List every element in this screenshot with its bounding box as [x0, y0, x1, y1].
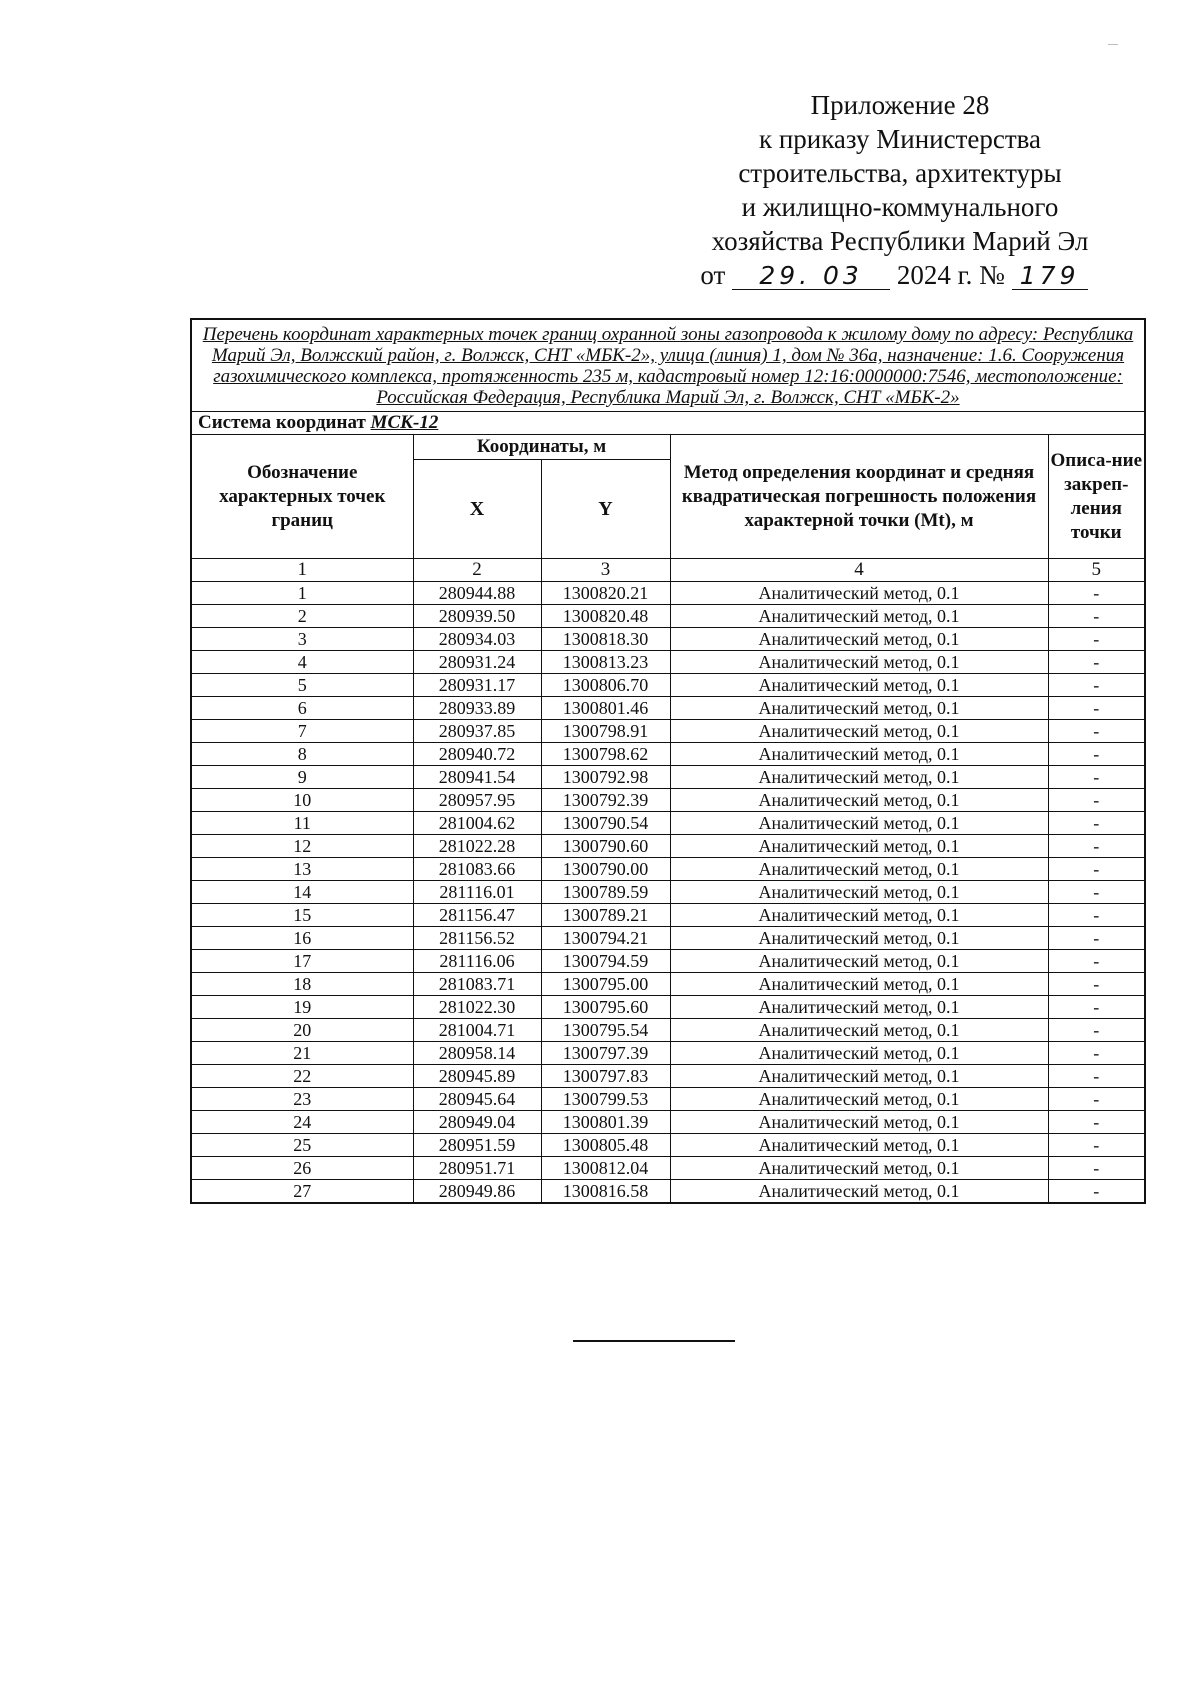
method-cell: Аналитический метод, 0.1 — [670, 812, 1048, 835]
col-header-x: X — [413, 460, 541, 559]
col-header-y: Y — [541, 460, 670, 559]
table-row — [191, 950, 1145, 973]
handwritten-date: 29. 03 — [732, 263, 890, 290]
description-cell: - — [1048, 835, 1145, 858]
description-cell: - — [1048, 1065, 1145, 1088]
method-cell: Аналитический метод, 0.1 — [670, 1134, 1048, 1157]
method-cell: Аналитический метод, 0.1 — [670, 1111, 1048, 1134]
point-cell: 16 — [191, 927, 413, 950]
description-cell: - — [1048, 881, 1145, 904]
method-cell: Аналитический метод, 0.1 — [670, 605, 1048, 628]
table-row — [191, 766, 1145, 789]
order-reference-line: к приказу Министерства — [758, 124, 1042, 154]
table-row — [191, 835, 1145, 858]
y-coordinate-cell: 1300820.48 — [541, 605, 670, 628]
description-cell: - — [1048, 812, 1145, 835]
point-cell: 1 — [191, 582, 413, 605]
table-row — [191, 605, 1145, 628]
point-cell: 23 — [191, 1088, 413, 1111]
system-row — [191, 412, 1145, 435]
table-row — [191, 1042, 1145, 1065]
method-cell: Аналитический метод, 0.1 — [670, 743, 1048, 766]
y-coordinate-cell: 1300805.48 — [541, 1134, 670, 1157]
method-cell: Аналитический метод, 0.1 — [670, 789, 1048, 812]
table-row — [191, 1180, 1145, 1204]
method-cell: Аналитический метод, 0.1 — [670, 1019, 1048, 1042]
y-coordinate-cell: 1300806.70 — [541, 674, 670, 697]
ministry-line-2: и жилищно-коммунального — [741, 192, 1059, 222]
method-cell: Аналитический метод, 0.1 — [670, 697, 1048, 720]
x-coordinate-cell: 281022.28 — [413, 835, 541, 858]
description-cell: - — [1048, 1042, 1145, 1065]
point-cell: 9 — [191, 766, 413, 789]
method-cell: Аналитический метод, 0.1 — [670, 1157, 1048, 1180]
ministry-line-3: хозяйства Республики Марий Эл — [711, 226, 1089, 256]
point-cell: 26 — [191, 1157, 413, 1180]
point-cell: 13 — [191, 858, 413, 881]
table-row — [191, 651, 1145, 674]
description-cell: - — [1048, 1019, 1145, 1042]
x-coordinate-cell: 280945.64 — [413, 1088, 541, 1111]
point-cell: 7 — [191, 720, 413, 743]
table-row — [191, 1065, 1145, 1088]
column-number-row — [191, 559, 1145, 582]
method-cell: Аналитический метод, 0.1 — [670, 1065, 1048, 1088]
y-coordinate-cell: 1300818.30 — [541, 628, 670, 651]
method-cell: Аналитический метод, 0.1 — [670, 927, 1048, 950]
y-coordinate-cell: 1300794.21 — [541, 927, 670, 950]
description-cell: - — [1048, 1134, 1145, 1157]
y-coordinate-cell: 1300801.46 — [541, 697, 670, 720]
col-header-method: Метод определения координат и средняя квадратическая погрешность положения характерной точки (Mt), м — [670, 435, 1048, 559]
description-cell: - — [1048, 996, 1145, 1019]
y-coordinate-cell: 1300795.54 — [541, 1019, 670, 1042]
x-coordinate-cell: 281156.52 — [413, 927, 541, 950]
x-coordinate-cell: 280949.86 — [413, 1180, 541, 1204]
y-coordinate-cell: 1300816.58 — [541, 1180, 670, 1204]
method-cell: Аналитический метод, 0.1 — [670, 858, 1048, 881]
table-row — [191, 1111, 1145, 1134]
y-coordinate-cell: 1300792.39 — [541, 789, 670, 812]
description-cell: - — [1048, 628, 1145, 651]
point-cell: 3 — [191, 628, 413, 651]
method-cell: Аналитический метод, 0.1 — [670, 835, 1048, 858]
point-cell: 19 — [191, 996, 413, 1019]
method-cell: Аналитический метод, 0.1 — [670, 881, 1048, 904]
y-coordinate-cell: 1300789.59 — [541, 881, 670, 904]
method-cell: Аналитический метод, 0.1 — [670, 628, 1048, 651]
point-cell: 18 — [191, 973, 413, 996]
method-cell: Аналитический метод, 0.1 — [670, 904, 1048, 927]
y-coordinate-cell: 1300794.59 — [541, 950, 670, 973]
table-row — [191, 904, 1145, 927]
description-cell: - — [1048, 904, 1145, 927]
appendix-header — [660, 88, 1140, 292]
table-row — [191, 1157, 1145, 1180]
description-cell: - — [1048, 858, 1145, 881]
point-cell: 17 — [191, 950, 413, 973]
point-cell: 10 — [191, 789, 413, 812]
x-coordinate-cell: 281022.30 — [413, 996, 541, 1019]
x-coordinate-cell: 280949.04 — [413, 1111, 541, 1134]
point-cell: 25 — [191, 1134, 413, 1157]
table-row — [191, 628, 1145, 651]
y-coordinate-cell: 1300801.39 — [541, 1111, 670, 1134]
x-coordinate-cell: 281116.06 — [413, 950, 541, 973]
y-coordinate-cell: 1300790.54 — [541, 812, 670, 835]
y-coordinate-cell: 1300798.62 — [541, 743, 670, 766]
col-header-point: Обозначение характерных точек границ — [191, 435, 413, 559]
table-row — [191, 996, 1145, 1019]
y-coordinate-cell: 1300795.60 — [541, 996, 670, 1019]
point-cell: 6 — [191, 697, 413, 720]
x-coordinate-cell: 280945.89 — [413, 1065, 541, 1088]
coordinate-system-label: Система координат — [198, 412, 366, 433]
col-header-description: Описа-ние закреп-ления точки — [1048, 435, 1145, 559]
point-cell: 11 — [191, 812, 413, 835]
y-coordinate-cell: 1300790.60 — [541, 835, 670, 858]
table-row — [191, 789, 1145, 812]
table-row — [191, 927, 1145, 950]
appendix-title: Приложение 28 — [810, 90, 990, 120]
description-cell: - — [1048, 743, 1145, 766]
table-row — [191, 1088, 1145, 1111]
point-cell: 2 — [191, 605, 413, 628]
description-cell: - — [1048, 720, 1145, 743]
method-cell: Аналитический метод, 0.1 — [670, 766, 1048, 789]
x-coordinate-cell: 280933.89 — [413, 697, 541, 720]
x-coordinate-cell: 281156.47 — [413, 904, 541, 927]
y-coordinate-cell: 1300797.39 — [541, 1042, 670, 1065]
y-coordinate-cell: 1300813.23 — [541, 651, 670, 674]
point-cell: 8 — [191, 743, 413, 766]
table-row — [191, 858, 1145, 881]
table-row — [191, 1019, 1145, 1042]
x-coordinate-cell: 280941.54 — [413, 766, 541, 789]
table-row — [191, 697, 1145, 720]
column-number: 5 — [1048, 559, 1145, 582]
method-cell: Аналитический метод, 0.1 — [670, 1042, 1048, 1065]
table-row — [191, 674, 1145, 697]
description-cell: - — [1048, 651, 1145, 674]
x-coordinate-cell: 281116.01 — [413, 881, 541, 904]
table-row — [191, 812, 1145, 835]
table-row — [191, 1134, 1145, 1157]
y-coordinate-cell: 1300792.98 — [541, 766, 670, 789]
order-date-line — [654, 258, 1134, 292]
x-coordinate-cell: 280951.59 — [413, 1134, 541, 1157]
y-coordinate-cell: 1300795.00 — [541, 973, 670, 996]
description-cell: - — [1048, 1111, 1145, 1134]
x-coordinate-cell: 280958.14 — [413, 1042, 541, 1065]
order-year-number-label: 2024 г. № — [896, 260, 1005, 290]
point-cell: 20 — [191, 1019, 413, 1042]
end-of-document-rule — [573, 1340, 735, 1342]
y-coordinate-cell: 1300812.04 — [541, 1157, 670, 1180]
coordinate-system — [191, 412, 1145, 435]
x-coordinate-cell: 280931.24 — [413, 651, 541, 674]
y-coordinate-cell: 1300790.00 — [541, 858, 670, 881]
y-coordinate-cell: 1300789.21 — [541, 904, 670, 927]
description-cell: - — [1048, 1157, 1145, 1180]
column-number: 3 — [541, 559, 670, 582]
description-cell: - — [1048, 973, 1145, 996]
caption-row — [191, 319, 1145, 412]
table-row — [191, 881, 1145, 904]
x-coordinate-cell: 280944.88 — [413, 582, 541, 605]
method-cell: Аналитический метод, 0.1 — [670, 1180, 1048, 1204]
point-cell: 15 — [191, 904, 413, 927]
y-coordinate-cell: 1300820.21 — [541, 582, 670, 605]
col-header-coords: Координаты, м — [413, 435, 670, 460]
table-caption: Перечень координат характерных точек границ охранной зоны газопровода к жилому дому по адресу: Республика Марий Эл, Волжский район, г. Волжск, СНТ «МБК-2», улица (линия) 1, дом № 36а, назначение: 1.6. Сооружения газохимического комплекса, протяженность 235 м, кадастровый номер 12:16:0000000:7546, местоположение: Российская Федерация, Республика Марий Эл, г. Волжск, СНТ «МБК-2» — [191, 319, 1145, 412]
method-cell: Аналитический метод, 0.1 — [670, 1088, 1048, 1111]
scan-mark — [1108, 44, 1118, 45]
coordinate-system-name: МСК-12 — [370, 412, 439, 433]
point-cell: 27 — [191, 1180, 413, 1204]
method-cell: Аналитический метод, 0.1 — [670, 720, 1048, 743]
x-coordinate-cell: 280939.50 — [413, 605, 541, 628]
y-coordinate-cell: 1300799.53 — [541, 1088, 670, 1111]
description-cell: - — [1048, 789, 1145, 812]
x-coordinate-cell: 280957.95 — [413, 789, 541, 812]
table-row — [191, 720, 1145, 743]
description-cell: - — [1048, 674, 1145, 697]
description-cell: - — [1048, 1180, 1145, 1204]
ministry-line-1: строительства, архитектуры — [738, 158, 1062, 188]
table-row — [191, 582, 1145, 605]
x-coordinate-cell: 281083.71 — [413, 973, 541, 996]
method-cell: Аналитический метод, 0.1 — [670, 973, 1048, 996]
point-cell: 12 — [191, 835, 413, 858]
y-coordinate-cell: 1300797.83 — [541, 1065, 670, 1088]
method-cell: Аналитический метод, 0.1 — [670, 996, 1048, 1019]
column-number: 2 — [413, 559, 541, 582]
method-cell: Аналитический метод, 0.1 — [670, 950, 1048, 973]
point-cell: 5 — [191, 674, 413, 697]
coordinates-table — [190, 318, 1146, 1204]
method-cell: Аналитический метод, 0.1 — [670, 674, 1048, 697]
point-cell: 24 — [191, 1111, 413, 1134]
description-cell: - — [1048, 766, 1145, 789]
x-coordinate-cell: 281083.66 — [413, 858, 541, 881]
point-cell: 21 — [191, 1042, 413, 1065]
method-cell: Аналитический метод, 0.1 — [670, 651, 1048, 674]
handwritten-order-number: 179 — [1012, 263, 1088, 290]
description-cell: - — [1048, 927, 1145, 950]
description-cell: - — [1048, 950, 1145, 973]
date-prefix: от — [700, 260, 726, 290]
x-coordinate-cell: 280934.03 — [413, 628, 541, 651]
point-cell: 14 — [191, 881, 413, 904]
x-coordinate-cell: 280937.85 — [413, 720, 541, 743]
column-number: 4 — [670, 559, 1048, 582]
description-cell: - — [1048, 605, 1145, 628]
method-cell: Аналитический метод, 0.1 — [670, 582, 1048, 605]
y-coordinate-cell: 1300798.91 — [541, 720, 670, 743]
x-coordinate-cell: 281004.62 — [413, 812, 541, 835]
x-coordinate-cell: 280931.17 — [413, 674, 541, 697]
point-cell: 22 — [191, 1065, 413, 1088]
table-row — [191, 973, 1145, 996]
x-coordinate-cell: 280940.72 — [413, 743, 541, 766]
column-number: 1 — [191, 559, 413, 582]
header-row-1 — [191, 435, 1145, 460]
x-coordinate-cell: 281004.71 — [413, 1019, 541, 1042]
description-cell: - — [1048, 1088, 1145, 1111]
description-cell: - — [1048, 697, 1145, 720]
table-row — [191, 743, 1145, 766]
x-coordinate-cell: 280951.71 — [413, 1157, 541, 1180]
description-cell: - — [1048, 582, 1145, 605]
point-cell: 4 — [191, 651, 413, 674]
